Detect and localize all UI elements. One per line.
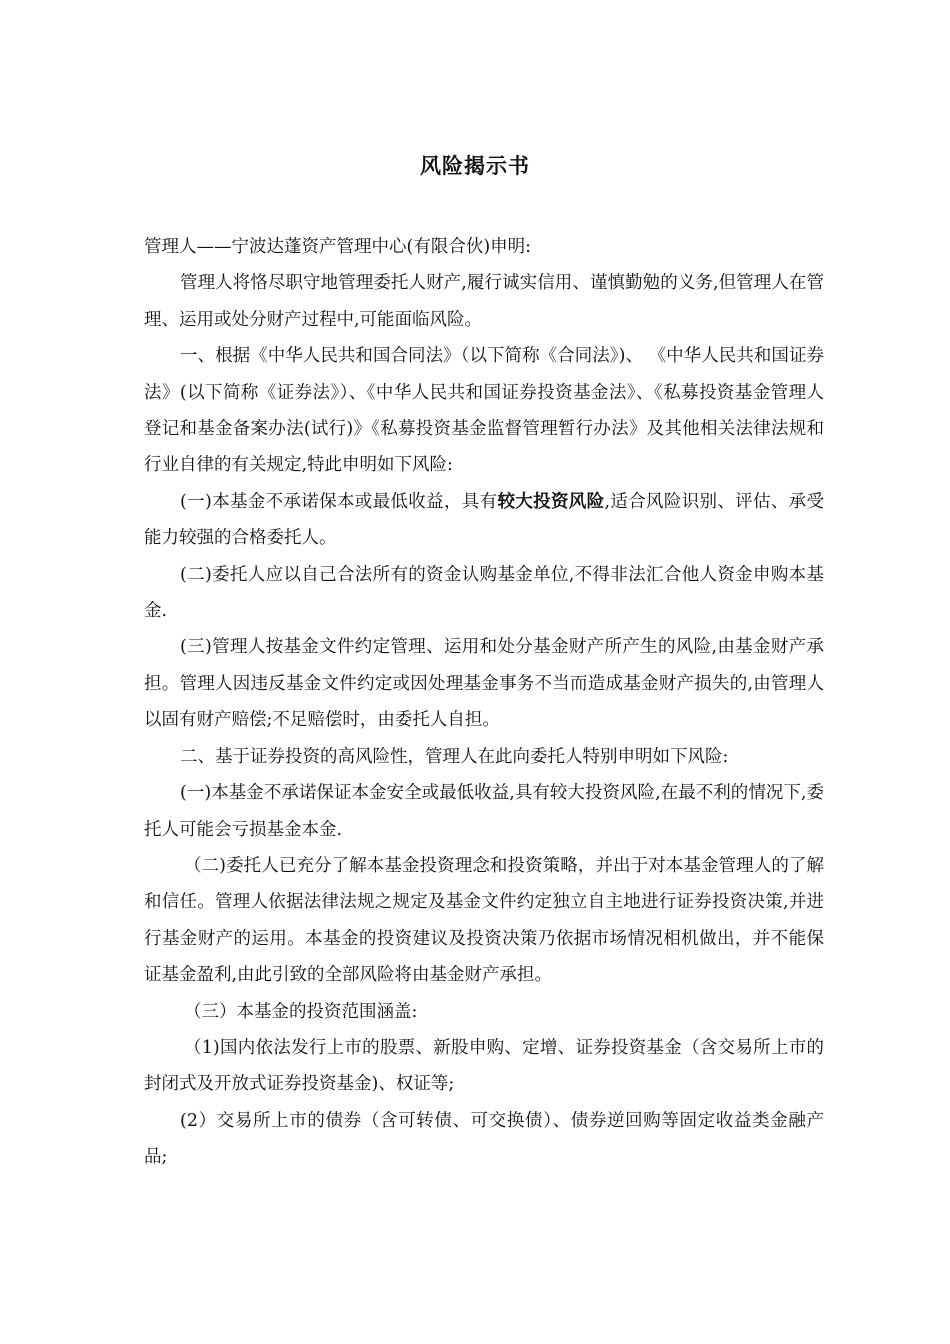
risk-item-1-1-tail: ,适合风险识别、评估、承受能力较强的合格委托人。 [144, 491, 825, 549]
risk-item-1-1-emphasis: 较大投资风险 [497, 491, 605, 512]
section-two-heading: 二、基于证券投资的高风险性，管理人在此向委托人特别申明如下风险: [180, 746, 729, 767]
investment-scope-1: （1)国内依法发行上市的股票、新股申购、定增、证券投资基金（含交易所上市的封闭式及开放式证券投资基金)、权证等; [144, 1037, 824, 1095]
section-one-legal-basis: 一、根据《中华人民共和国合同法》（以下简称《合同法》)、 《中华人民共和国证券法》(以下简称《证券法》）、《中华人民共和国证券投资基金法》、《私募投资基金管理人登记和基金备案办法(试行)》《私募投资基金监督管理暂行办法》及其他相关法律法规和行业自律的有关规定,特此申明如下风险: [144, 346, 824, 476]
risk-item-2-1: (一)本基金不承诺保证本金安全或最低收益,具有较大投资风险,在最不利的情况下,委托人可能会亏损基金本金. [144, 783, 824, 840]
investment-scope-2: (2）交易所上市的债券（含可转债、可交换债）、债券逆回购等固定收益类金融产品; [144, 1110, 824, 1168]
risk-item-1-1 [144, 484, 824, 557]
document-body [144, 229, 824, 1176]
risk-item-2-3: （三）本基金的投资范围涵盖: [184, 1001, 418, 1022]
risk-item-2-2: （二)委托人已充分了解本基金投资理念和投资策略，并出于对本基金管理人的了解和信任。管理人依据法律法规之规定及基金文件约定独立自主地进行证券投资决策,并进行基金财产的运用。本基金的投资建议及投资决策乃依据市场情况相机做出，并不能保证基金盈利,由此引致的全部风险将由基金财产承担。 [144, 855, 824, 986]
risk-item-1-1-lead: (一)本基金不承诺保本或最低收益，具有 [180, 491, 498, 512]
declaration-intro: 管理人——宁波达蓬资产管理中心(有限合伙)申明: [144, 237, 532, 257]
risk-item-1-3: (三)管理人按基金文件约定管理、运用和处分基金财产所产生的风险,由基金财产承担。管理人因违反基金文件约定或因处理基金事务不当而造成基金财产损失的,由管理人以固有财产赔偿;不足赔偿时，由委托人自担。 [144, 637, 824, 731]
risk-item-1-2: (二)委托人应以自己合法所有的资金认购基金单位,不得非法汇合他人资金申购本基金. [144, 564, 824, 622]
manager-duty-paragraph: 管理人将恪尽职守地管理委托人财产,履行诚实信用、谨慎勤勉的义务,但管理人在管理、运用或处分财产过程中,可能面临风险。 [144, 273, 824, 330]
document-title: 风险揭示书 [420, 154, 530, 178]
